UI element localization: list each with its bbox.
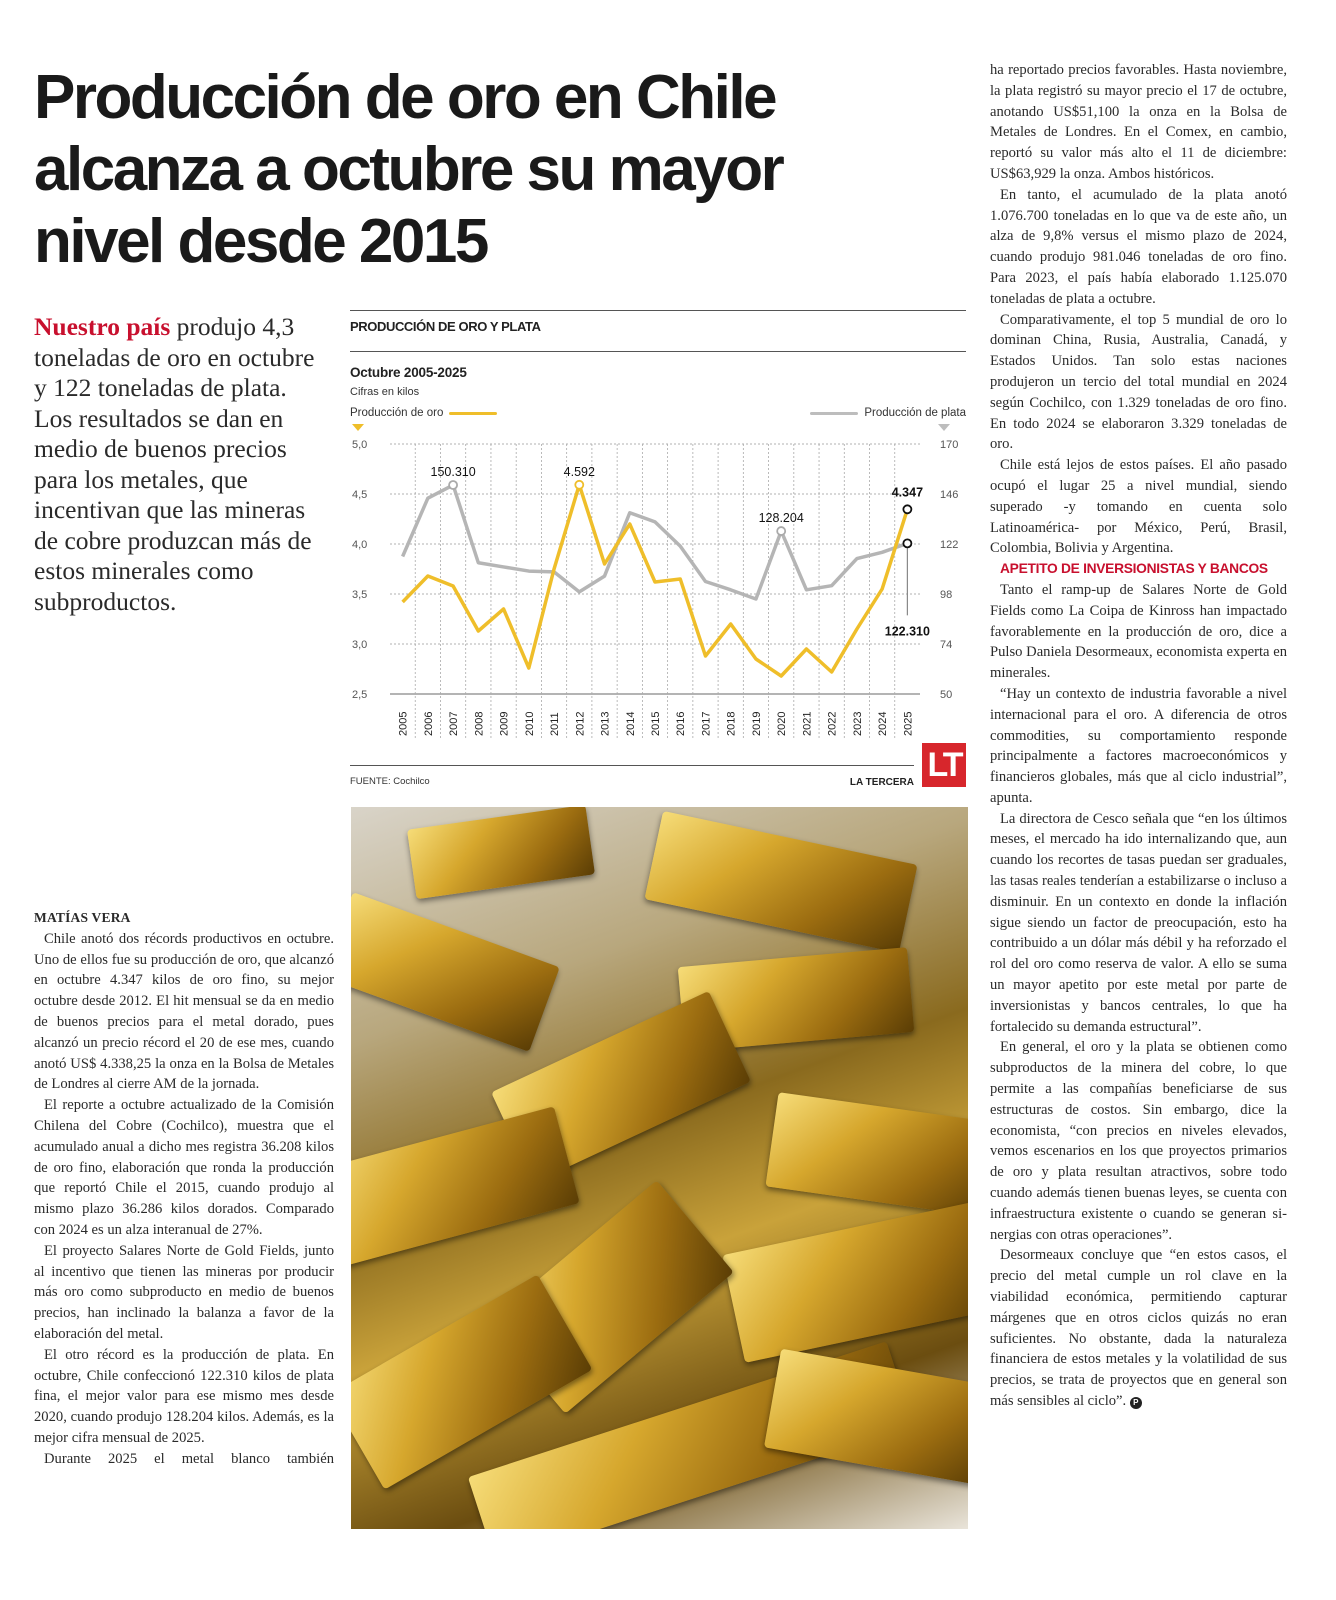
x-axis-tick-label: 2011	[549, 712, 562, 736]
right-axis-tick-label: 170	[940, 439, 959, 451]
chart-title: Octubre 2005-2025	[350, 365, 467, 380]
right-axis-tick-label: 146	[940, 489, 959, 501]
gold-bar	[351, 892, 560, 1052]
gold-bar	[407, 807, 595, 899]
data-label: 150.310	[430, 465, 476, 480]
body-paragraph	[990, 1245, 1287, 1411]
top-rule	[350, 310, 966, 311]
lead-kicker: Nuestro país	[34, 312, 171, 341]
line-chart	[350, 432, 966, 742]
body-paragraph: Chile está lejos de estos países. El año pasado ocupó el lugar 25 a nivel mundial, siendo superado -y tomando en cuenta solo Latinoamérica- por México, Perú, Brasil, Colombia, Bolivia y Argentina.	[990, 457, 1287, 557]
body-paragraph: El reporte a octubre actualizado de la Comisión Chilena del Cobre (Cochilco), muestra que el acumulado anual a dicho mes registra 36.208 kilos de oro fino, elaboración que ronda la producción que reportó Chile el 2015, cuando produjo al mismo plazo 36.286 kilos dorados. Comparado con 2024 es un alza interanual de 27%.	[34, 1097, 334, 1238]
x-axis-tick-label: 2016	[675, 711, 688, 736]
body-paragraph: Comparativamente, el top 5 mundial de oro lo dominan China, Rusia, Australia, Canadá, y Estados Unidos. Tan solo estas naciones produjeron un tercio del total mundial en 2024 según Cochilco, con 1.329 toneladas de oro fino. En todo 2024 se elaboraron 3.329 toneladas de oro.	[990, 311, 1287, 453]
data-point-marker	[903, 539, 911, 547]
body-paragraph: Durante 2025 el metal blanco también	[44, 1450, 334, 1467]
left-column	[34, 908, 334, 1470]
body-paragraph: La directora de Cesco señala que “en los últimos meses, el mercado ha ido internalizando que, aun cuando los recortes de tasas puedan ser graduales, las tasas reales tenderían a estabilizarse o incluso a disminuir. En un contexto en donde la inflación sigue siendo un factor de preocupación, esto ha contribuido a un dólar más débil y ha reforzado el rol del oro como reserva de valor. A ello se suma un mayor apetito por este metal por parte de inversionistas y bancos centrales, lo que ha fortalecido su demanda estructural”.	[990, 810, 1287, 1035]
x-axis-tick-label: 2025	[902, 711, 915, 736]
gold-bar	[765, 1092, 968, 1217]
legend-silver-label: Producción de plata	[864, 407, 966, 419]
right-axis-tick-label: 98	[940, 589, 953, 601]
x-axis-tick-label: 2006	[422, 711, 435, 736]
gold-bars-photo	[351, 807, 968, 1529]
x-axis-tick-label: 2015	[650, 711, 662, 736]
x-axis-tick-label: 2020	[776, 711, 789, 736]
byline: MATÍAS VERA	[34, 910, 131, 925]
x-axis-tick-label: 2005	[397, 711, 410, 736]
data-label: 4.347	[891, 485, 924, 500]
body-paragraph: El otro récord es la producción de plata. En octubre, Chile confeccionó 122.310 kilos de plata fina, el mejor valor para ese mismo mes desde 2020, cuando produjo 128.204 kilos. Además, es la mejor cifra mensual de 2025.	[34, 1346, 334, 1446]
data-label: 4.592	[563, 464, 595, 479]
gold-bar	[722, 1201, 968, 1363]
body-paragraph: “Hay un contexto de industria favorable a nivel internacional para el oro. A diferencia de otros commodities, su comportamiento responde principalmente a factores macroeconómicos y financieros globales, más que al ciclo industrial”, apunta.	[990, 685, 1287, 806]
data-label: 128.204	[758, 511, 804, 526]
left-axis-marker-icon	[352, 424, 364, 431]
data-point-marker	[903, 505, 911, 513]
x-axis-tick-label: 2022	[826, 711, 839, 736]
bottom-rule	[350, 765, 914, 766]
section-subhead: APETITO DE INVERSIONISTAS Y BANCOS	[1000, 561, 1268, 577]
body-paragraph: El proyecto Salares Norte de Gold Fields, junto al incentivo que tienen las mineras por producir más oro como subproducto en medio de buenos precios, han inclinado la balanza a favor de la elaboración del metal.	[34, 1242, 334, 1342]
legend-silver-swatch	[810, 412, 858, 415]
left-axis-tick-label: 4,0	[352, 539, 368, 551]
infographic	[350, 310, 966, 800]
x-axis-tick-label: 2008	[473, 711, 486, 736]
legend-silver	[810, 407, 966, 419]
x-axis-tick-label: 2013	[599, 711, 612, 736]
left-axis-tick-label: 3,5	[352, 589, 368, 601]
gold-bar	[644, 811, 917, 953]
data-label: 122.310	[884, 624, 930, 639]
la-tercera-logo: LT	[922, 743, 966, 787]
headline: Producción de oro en Chile alcanza a octubre su mayor nivel desde 2015	[34, 63, 783, 276]
lead-text: produjo 4,3 toneladas de oro en octubre y 122 toneladas de plata. Los resultados se dan en medio de buenos precios para los metales, que incentivan que las mineras de cobre produzcan más de estos minerales como subproductos.	[34, 312, 315, 616]
x-axis-tick-label: 2024	[877, 711, 890, 736]
x-axis-tick-label: 2017	[700, 711, 713, 736]
right-axis-tick-label: 74	[940, 639, 953, 651]
data-point-marker	[449, 481, 457, 489]
body-paragraph: ha reportado precios favorables. Hasta noviembre, la plata registró su mayor precio el 17 de octubre, anotando US$51,100 la onza en la Bolsa de Metales de Londres. En el Comex, en cambio, reportó su valor más alto el 11 de diciembre: US$63,929 la onza. Ambos históricos.	[990, 62, 1287, 182]
x-axis-tick-label: 2019	[750, 711, 763, 736]
x-axis-tick-label: 2009	[498, 711, 511, 736]
body-paragraph: Chile anotó dos récords productivos en octubre. Uno de ellos fue su producción de oro, que alcanzó en octubre 4.347 kilos de oro fino, su mejor octubre desde 2012. El hit mensual se da en medio de buenos precios para el metal dorado, pues alcanzó un precio récord el 20 de ese mes, cuando anotó US$ 4.338,25 la onza en la Bolsa de Metales de Londres al cierre AM de la jornada.	[34, 930, 334, 1093]
left-axis-tick-label: 3,0	[352, 639, 368, 651]
left-axis-tick-label: 4,5	[352, 489, 368, 501]
x-axis-tick-label: 2014	[624, 711, 637, 736]
right-axis-tick-label: 50	[940, 689, 953, 701]
data-point-marker	[777, 527, 785, 535]
data-point-marker	[575, 481, 583, 489]
right-axis-tick-label: 122	[940, 539, 959, 551]
x-axis-tick-label: 2007	[448, 711, 461, 736]
brand-name: LA TERCERA	[849, 777, 914, 788]
x-axis-tick-label: 2018	[725, 711, 738, 736]
body-paragraph: En general, el oro y la plata se obtienen como subproductos de la minera del cobre, lo que permite a las compañías beneficiarse de sus estructuras de costos. Sin embargo, dice la economista, “con precios en niveles elevados, vemos escenarios en los que proyectos primarios de oro y plata resultan atractivos, sobre todo cuando además tienen buenas leyes, se cuenta con infraestructura existente o cuando se generan sinergias con otras operaciones”.	[990, 1039, 1287, 1243]
left-axis-tick-label: 2,5	[352, 689, 368, 701]
x-axis-tick-label: 2010	[523, 711, 536, 736]
x-axis-tick-label: 2021	[801, 711, 814, 736]
x-axis-tick-label: 2023	[851, 711, 864, 736]
gold-series-line	[403, 485, 908, 676]
gold-bar	[351, 1106, 580, 1267]
legend-gold	[350, 407, 497, 419]
right-column	[990, 60, 1287, 1412]
right-axis-marker-icon	[938, 424, 950, 431]
legend-gold-swatch	[449, 412, 497, 415]
body-paragraph: Tanto el ramp-up de Salares Norte de Gold Fields como La Coipa de Kinross han impactado favorablemente en la producción de oro, dice a Pulso Daniela Desormeaux, economista experta en minerales.	[990, 581, 1287, 682]
chart-subtitle: Cifras en kilos	[350, 386, 420, 398]
left-axis-tick-label: 5,0	[352, 439, 368, 451]
end-mark-icon: P	[1130, 1397, 1142, 1409]
body-paragraph: En tanto, el acumulado de la plata anotó 1.076.700 toneladas en lo que va de este año, un alza de 9,8% versus el mismo plazo de 2024, cuando produjo 981.046 toneladas de oro fino. Para 2023, el país había elaborado 1.125.070 toneladas de plata a octubre.	[990, 186, 1287, 307]
legend-gold-label: Producción de oro	[350, 407, 444, 419]
closing-text: Desormeaux concluye que “en estos casos, el precio del metal cumple un rol clave en la viabilidad económica, permitiendo capturar márgenes que en otros ciclos quizás no eran suficientes. No obstante, dada la naturaleza financiera de estos metales y la volatilidad de sus precios, se trata de proyectos que en general son más sensibles al ciclo”.	[990, 1247, 1287, 1409]
chart-source: FUENTE: Cochilco	[350, 776, 430, 787]
x-axis-tick-label: 2012	[574, 711, 587, 736]
infographic-kicker: PRODUCCIÓN DE ORO Y PLATA	[350, 319, 541, 334]
lead-paragraph	[34, 312, 324, 617]
kicker-rule	[350, 351, 966, 352]
